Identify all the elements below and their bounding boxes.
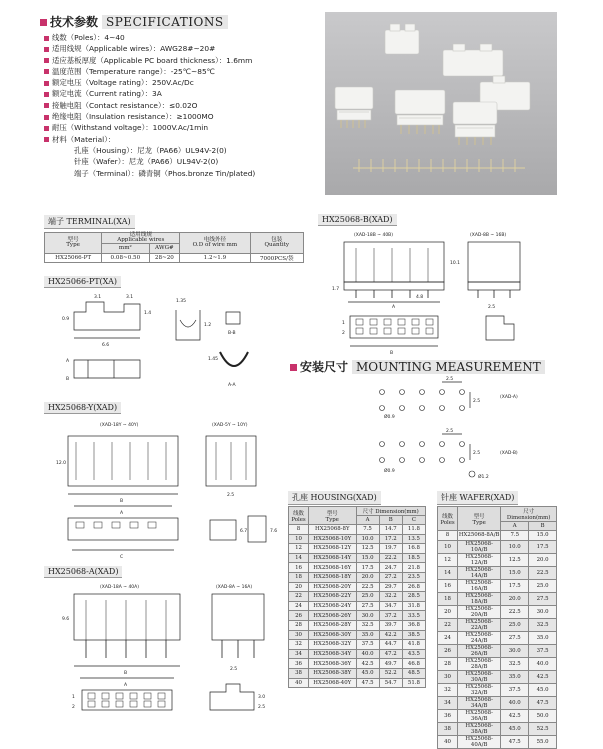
table-row: 18 HX25068-18Y 20.0 27.2 23.5 — [289, 572, 426, 582]
b-dim: 2.5 — [488, 305, 496, 310]
spec-list — [44, 32, 324, 179]
table-header-row: 线数 Poles 型号 Type 尺寸 Dimension(mm) — [289, 507, 426, 516]
spec-item: 适应基板厚度（Applicable PC board thickness）：1.6mm — [44, 55, 324, 66]
col-mm2: mm² — [102, 244, 149, 254]
table-row: HX25066-PT 0.08~0.50 28~20 1.2~1.9 7000PCS/袋 — [45, 254, 304, 263]
b-dim: 1 — [342, 321, 345, 326]
mount-dim: (XAD-B) — [500, 451, 518, 456]
col-qty: 包装 Quantity — [250, 233, 303, 254]
a-dim: 9.6 — [62, 617, 70, 622]
spec-item: 耐压（Withstand voltage）：1000V.Ac/1min — [44, 122, 324, 133]
mount-title-en: MOUNTING MEASUREMENT — [352, 360, 545, 374]
spec-item: 额定电压（Voltage rating）：250V.Ac/Dc — [44, 77, 324, 88]
table-header-row: 线数 Poles 型号 Type 尺寸 Dimension(mm) — [438, 507, 557, 522]
table-row: 8 HX25068-8Y 7.5 14.7 11.8 — [289, 525, 426, 535]
y-note: (XAD-18Y ~ 40Y) — [100, 423, 139, 428]
pt-dim: 1.4 — [144, 311, 152, 316]
material-item: 端子（Terminal）：磷青铜（Phos.bronze Tin/plated) — [74, 168, 256, 178]
table-row: 32 HX25068-32Y 37.5 44.7 41.8 — [289, 640, 426, 650]
b-dim: B — [390, 351, 394, 356]
a-dim: 1 — [72, 695, 75, 700]
y-dim: B — [120, 499, 124, 504]
pt-dim: A — [66, 359, 70, 364]
a-dim: B — [124, 671, 128, 676]
housing-label: 孔座 HOUSING(XAD) — [288, 491, 381, 505]
spec-item: 适用线规（Applicable wires）：AWG28#~20# — [44, 43, 324, 54]
y-note: (XAD-5Y ~ 10Y) — [212, 423, 248, 428]
table-header-row: A B — [438, 522, 557, 531]
table-row: 36 HX25068-36Y 42.5 49.7 46.8 — [289, 659, 426, 669]
table-row: 34 HX25068-34A/B 40.0 47.5 — [438, 696, 557, 709]
table-row: 26 HX25068-26A/B 30.0 37.5 — [438, 644, 557, 657]
mount-dim: 2.5 — [473, 399, 481, 404]
pt-dim: 1.2 — [204, 323, 212, 328]
table-row: 38 HX25068-38Y 45.0 52.2 48.5 — [289, 668, 426, 678]
table-row: 24 HX25068-24A/B 27.5 35.0 — [438, 631, 557, 644]
y-dim: 6.7 — [240, 529, 248, 534]
bullet-icon — [290, 364, 297, 371]
table-row: 10 HX25068-10Y 10.0 17.2 13.5 — [289, 534, 426, 544]
bullet-icon — [44, 126, 49, 131]
table-row: 34 HX25068-34Y 40.0 47.2 43.5 — [289, 649, 426, 659]
wafer-body — [438, 531, 557, 749]
a-dim: 2.5 — [258, 705, 266, 710]
b-drawing — [318, 228, 558, 356]
y-drawing — [44, 416, 284, 562]
wafer-label: 针座 WAFER(XAD) — [437, 491, 518, 505]
spec-item: 绝缘电阻（Insulation resistance）：≥1000MO — [44, 111, 324, 122]
material-item: 孔座（Housing）：尼龙（PA66）UL94V-2(0) — [74, 145, 227, 155]
table-row: 38 HX25068-38A/B 45.0 52.5 — [438, 722, 557, 735]
y-dim: C — [120, 555, 124, 560]
bullet-icon — [44, 69, 49, 74]
col-wires: 适用线规 Applicable wires — [102, 233, 180, 244]
table-row: 28 HX25068-28Y 32.5 39.7 36.8 — [289, 620, 426, 630]
table-row: 30 HX25068-30Y 35.0 42.2 38.5 — [289, 630, 426, 640]
spec-title-en: SPECIFICATIONS — [102, 15, 228, 29]
pt-dim: 3.1 — [126, 295, 134, 300]
table-row: 36 HX25068-36A/B 42.5 50.0 — [438, 709, 557, 722]
a-dim: 2 — [72, 705, 75, 710]
material-item: 针座（Wafer）：尼龙（PA66）UL94V-2(0) — [74, 157, 219, 167]
wafer-table — [437, 506, 557, 749]
b-dim: 2 — [342, 331, 345, 336]
y-dim: 12.0 — [56, 461, 67, 466]
table-row: 10 HX25068-10A/B 10.0 17.5 — [438, 540, 557, 553]
a-dim: 2.5 — [230, 667, 238, 672]
mount-dim: 2.5 — [473, 451, 481, 456]
col-awg: AWG# — [149, 244, 180, 254]
y-dim: 7.6 — [270, 529, 278, 534]
connector-photo-illustration — [325, 12, 557, 195]
a-dim: 3.0 — [258, 695, 266, 700]
table-row: 20 HX25068-20A/B 22.5 30.0 — [438, 605, 557, 618]
pt-dim: 1.35 — [176, 299, 187, 304]
table-row: 8 HX25068-8A/B 7.5 15.0 — [438, 531, 557, 541]
spec-item: 温度范围（Temperature range）：-25℃~85℃ — [44, 66, 324, 77]
table-row: 22 HX25068-22A/B 25.0 32.5 — [438, 618, 557, 631]
spec-item: 额定电流（Current rating）：3A — [44, 88, 324, 99]
table-row: 40 HX25068-40A/B 47.5 55.0 — [438, 735, 557, 748]
table-row: 26 HX25068-26Y 30.0 37.2 33.5 — [289, 611, 426, 621]
table-row: 22 HX25068-22Y 25.0 32.2 28.5 — [289, 592, 426, 602]
spec-item: 接触电阻（Contact resistance）：≤0.02O — [44, 100, 324, 111]
pt-dim: B — [66, 377, 70, 382]
table-row: 16 HX25068-16Y 17.5 24.7 21.8 — [289, 563, 426, 573]
table-row: 30 HX25068-30A/B 35.0 42.5 — [438, 670, 557, 683]
bullet-icon — [44, 115, 49, 120]
table-row: 40 HX25068-40Y 47.5 54.7 51.8 — [289, 678, 426, 688]
b-dim: 10.1 — [450, 261, 461, 266]
table-row: 14 HX25068-14Y 15.0 22.2 18.5 — [289, 553, 426, 563]
mount-dim: Ø0.9 — [384, 469, 395, 474]
y-dim: A — [120, 511, 124, 516]
table-row: 20 HX25068-20Y 22.5 29.7 26.8 — [289, 582, 426, 592]
spec-item: 线数（Poles）：4~40 — [44, 32, 324, 43]
table-row: 12 HX25068-12A/B 12.5 20.0 — [438, 553, 557, 566]
a-note: (XAD-18A ~ 40A) — [100, 585, 140, 590]
mount-dim: Ø0.9 — [384, 415, 395, 420]
bullet-icon — [44, 58, 49, 63]
col-od: 电线外径 O.D of wire mm — [180, 233, 250, 254]
pt-dim: A-A — [228, 383, 236, 388]
table-row: 14 HX25068-14A/B 15.0 22.5 — [438, 566, 557, 579]
bullet-icon — [44, 36, 49, 41]
table-row: 28 HX25068-28A/B 32.5 40.0 — [438, 657, 557, 670]
pt-dim: B-B — [228, 331, 236, 336]
b-dim: 4.8 — [416, 295, 424, 300]
pt-dim: 1.45 — [208, 357, 219, 362]
b-note: (XAD-8B ~ 16B) — [470, 233, 507, 238]
bullet-icon — [44, 92, 49, 97]
bullet-icon — [44, 137, 49, 142]
table-row: 12 HX25068-12Y 12.5 19.7 16.8 — [289, 544, 426, 554]
table-row: 18 HX25068-18A/B 20.0 27.5 — [438, 592, 557, 605]
table-row: 16 HX25068-16A/B 17.5 25.0 — [438, 579, 557, 592]
spec-title-cn: 技术参数 — [50, 15, 99, 29]
a-drawing — [44, 580, 284, 716]
mount-dim: Ø1.2 — [478, 475, 489, 480]
table-header-row — [45, 233, 304, 244]
a-label: HX25068-A(XAD) — [44, 566, 122, 578]
product-photo — [325, 12, 557, 195]
b-dim: A — [392, 305, 396, 310]
a-note: (XAD-8A ~ 16A) — [216, 585, 253, 590]
terminal-table — [44, 232, 304, 263]
b-label: HX25068-B(XAD) — [318, 214, 397, 226]
mount-title-cn: 安装尺寸 — [300, 360, 349, 374]
bullet-icon — [44, 47, 49, 52]
col-type: 型号 Type — [45, 233, 102, 254]
table-row: 32 HX25068-32A/B 37.5 45.0 — [438, 683, 557, 696]
y-label: HX25068-Y(XAD) — [44, 402, 121, 414]
bullet-icon — [44, 81, 49, 86]
a-dim: A — [124, 683, 128, 688]
bullet-icon — [40, 19, 47, 26]
mount-dim: 2.5 — [446, 377, 454, 382]
pt-label: HX25066-PT(XA) — [44, 276, 121, 288]
mount-drawing — [362, 374, 558, 484]
b-dim: 1.7 — [332, 287, 340, 292]
housing-body — [289, 525, 426, 688]
mount-dim: (XAD-A) — [500, 395, 518, 400]
bullet-icon — [44, 103, 49, 108]
terminal-label: 端子 TERMINAL(XA) — [44, 215, 135, 229]
spec-heading — [40, 13, 228, 30]
pt-drawing — [44, 290, 284, 390]
pt-dim: 6.6 — [102, 343, 110, 348]
y-dim: 2.5 — [227, 493, 235, 498]
table-header-row: A B C — [289, 516, 426, 525]
pt-dim: 0.9 — [62, 317, 70, 322]
pt-dim: 3.1 — [94, 295, 102, 300]
mount-heading — [290, 358, 545, 375]
b-note: (XAD-18B ~ 40B) — [354, 233, 394, 238]
housing-table — [288, 506, 426, 688]
mount-dim: 2.5 — [446, 429, 454, 434]
table-row: 24 HX25068-24Y 27.5 34.7 31.8 — [289, 601, 426, 611]
spec-item: 材料（Material）： — [44, 134, 324, 145]
